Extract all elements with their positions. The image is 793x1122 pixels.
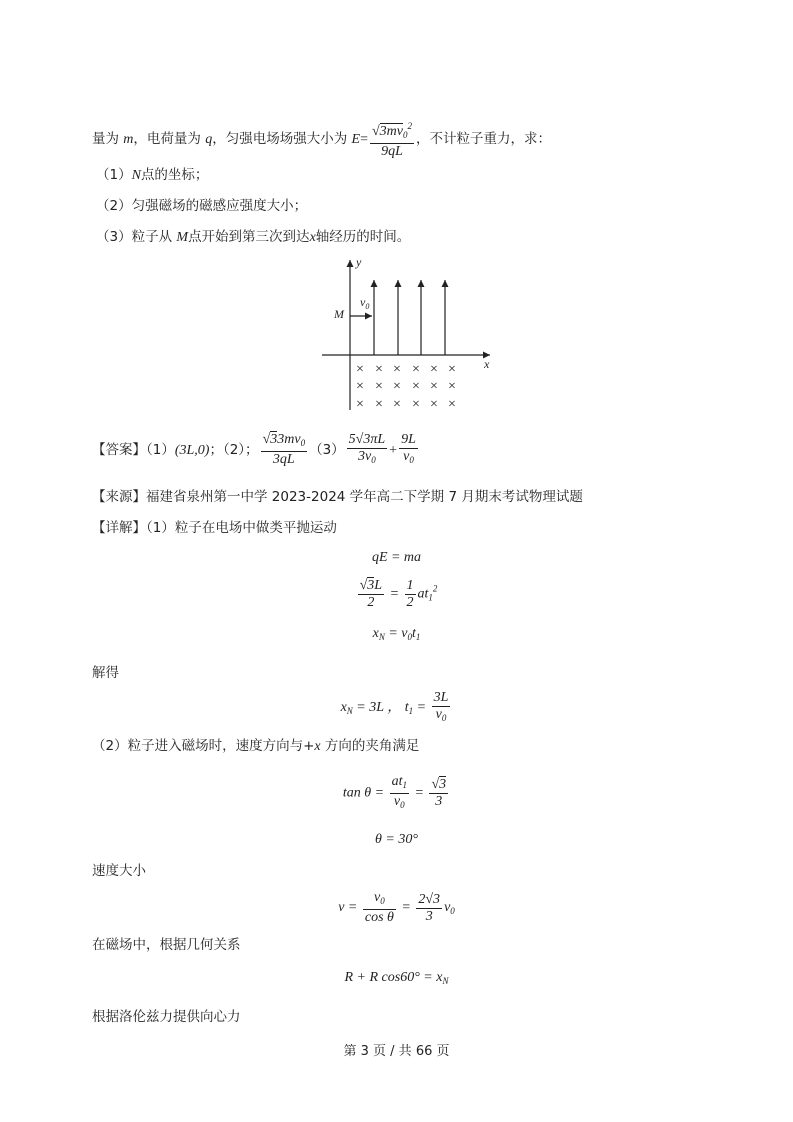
point-M-label: M: [334, 307, 344, 321]
cross-mark: ×: [393, 397, 401, 412]
var-m: m: [123, 132, 134, 147]
equation-4-numerator: 3L: [433, 690, 449, 705]
field-fraction: $\frac{√3mv_0^2}{9qL}$: [370, 118, 414, 160]
intro-line: [92, 118, 551, 160]
equation-2-right: at: [417, 586, 429, 602]
cross-mark: ×: [448, 397, 456, 412]
detail-text-2-rest: 方向的夹角满足: [320, 738, 420, 754]
answer-3-fraction-2: $\frac{9L}{v_0}$: [401, 432, 416, 465]
answer-2-fraction: $\frac{√33mv_0}{3qL}$: [262, 432, 306, 467]
speed-line: 速度大小: [92, 863, 146, 879]
equation-2: $\frac{√3L}{2}$ = $\frac{1}{2}$ $at_1^2$: [359, 578, 438, 610]
equation-7-fraction-1: $\frac{v_0}{\text{cos θ}}$: [364, 890, 394, 925]
question-2-lead: （2）: [96, 198, 132, 214]
equation-7-left: v =: [338, 900, 358, 916]
cross-mark: ×: [448, 379, 456, 394]
var-E: E: [351, 132, 361, 147]
question-1: [96, 166, 208, 185]
equation-2-left: $\frac{√3L}{2}$: [359, 578, 383, 610]
equation-5-denominator: v: [393, 794, 401, 809]
question-3: [96, 228, 410, 247]
intro-text-4: ，不计粒子重力，求：: [416, 131, 551, 147]
intro-text-2: ，电荷量为: [133, 131, 206, 147]
detail-text-1: （1）粒子在电场中做类平抛运动: [146, 520, 337, 536]
v0-label: $v_0$: [360, 295, 370, 311]
answer-3-numerator-2: 9L: [401, 432, 416, 447]
y-axis-label: y: [356, 255, 362, 269]
var-N: N: [131, 168, 141, 183]
answer-1-lead: （1）: [146, 442, 175, 458]
cross-mark: ×: [356, 397, 364, 412]
equals: =: [360, 132, 368, 147]
question-3-lead: （3）粒子从: [96, 229, 177, 245]
equation-7-numerator-2: 2√3: [418, 891, 441, 907]
cross-mark: ×: [393, 362, 401, 377]
question-2: [96, 197, 307, 215]
var-x: x: [309, 230, 316, 245]
equation-5-denominator-2: 3: [435, 794, 443, 809]
cross-mark: ×: [393, 379, 401, 394]
question-1-text: 点的坐标；: [140, 167, 209, 183]
cross-mark: ×: [375, 379, 383, 394]
field-numerator: 3mv: [379, 124, 403, 139]
plus-sign: +: [389, 443, 398, 458]
equation-7-numerator: v: [374, 890, 381, 905]
detail-text-2: （2）粒子进入磁场时，速度方向与+: [92, 738, 315, 754]
equation-4-mid: = 3L ， t: [356, 700, 409, 716]
equation-7-tail: v: [444, 900, 451, 916]
lorentz-line: 根据洛伦兹力提供向心力: [92, 1009, 241, 1025]
answer-3-denominator-1: 3v: [358, 449, 372, 464]
cross-mark: ×: [412, 362, 420, 377]
cross-mark: ×: [430, 397, 438, 412]
var-q: q: [205, 132, 213, 147]
equation-8: R + R $\cos 60^\circ = x_N$: [344, 970, 449, 986]
cross-mark: ×: [430, 379, 438, 394]
cross-mark: ×: [356, 362, 364, 377]
answer-2-lead: ；（2）；: [209, 442, 259, 458]
jiede-line: 解得: [92, 665, 119, 681]
answer-1-value: (3L,0): [174, 443, 210, 458]
equation-8-text: R + R cos60° = x: [344, 970, 443, 985]
equation-4-fraction: $\frac{3L}{v_0}$: [433, 690, 449, 723]
source-line: 【来源】福建省泉州第一中学 2023-2024 学年高二下学期 7 月期末考试物理试题: [92, 489, 583, 505]
detail-line-1: [92, 519, 337, 537]
equation-1: qE = ma: [371, 550, 422, 565]
answer-3-denominator-2: v: [403, 449, 410, 464]
equation-4-denominator: v: [435, 707, 442, 722]
question-1-lead: （1）: [96, 167, 132, 183]
answer-3-lead: （3）: [309, 442, 345, 458]
equation-5-numerator: at: [391, 774, 403, 789]
intro-text-1: 量为: [92, 131, 124, 147]
equation-5-left: tan θ =: [342, 785, 385, 801]
var-M: M: [176, 230, 189, 245]
question-2-text: 匀强磁场的磁感应强度大小；: [131, 198, 308, 214]
equation-2-half: $\frac{1}{2}$: [406, 578, 414, 610]
equation-4-left: x: [340, 700, 347, 716]
cross-mark: ×: [448, 362, 456, 377]
equation-7-denominator: cos θ: [364, 910, 394, 925]
equation-7-fraction-2: [416, 892, 442, 925]
equation-5-fraction-2: $\frac{√3}{3}$: [431, 777, 447, 809]
x-axis-label: x: [484, 357, 490, 371]
field-denominator: 9qL: [381, 144, 403, 159]
cross-mark: ×: [375, 397, 383, 412]
cross-mark: ×: [412, 397, 420, 412]
question-3-text: 点开始到第三次到达: [188, 229, 310, 245]
equation-6: θ = 30°: [375, 832, 418, 847]
equation-5-fraction-1: $\frac{at_1}{v_0}$: [391, 774, 407, 810]
equation-3: $x_N = v_0t_1$: [372, 626, 421, 642]
detail-line-2: [92, 737, 419, 756]
equation-5: tan θ = $\frac{at_1}{v_0}$ = $\frac{√3}{3}$: [0, 774, 793, 813]
cross-mark: ×: [412, 379, 420, 394]
question-3-text-2: 轴经历的时间。: [315, 229, 411, 245]
answer-2-denominator: 3qL: [272, 452, 295, 467]
equation-7: v = $\frac{v_0}{\text{cos θ}}$ = $\frac{2√3}{3}$ $v_0$: [338, 890, 455, 925]
equation-7-denominator-2: 3: [425, 908, 433, 924]
answer-2-numerator: 3mv: [277, 432, 301, 447]
geometry-line: 在磁场中，根据几何关系: [92, 937, 241, 953]
answer-line: [92, 432, 420, 468]
cross-mark: ×: [375, 362, 383, 377]
equation-5-numerator-2: 3: [439, 777, 447, 792]
equation-3-left: x: [372, 626, 379, 641]
page-footer: 第 3 页 / 共 66 页: [343, 1044, 450, 1059]
answer-tag: 【答案】: [92, 442, 146, 458]
cross-mark: ×: [430, 362, 438, 377]
var-x-2: x: [314, 739, 321, 754]
intro-text-3: ，匀强电场场强大小为: [212, 131, 352, 147]
field-diagram: [318, 252, 496, 412]
answer-3-numerator-1: 5√3πL: [348, 432, 386, 447]
answer-3-fraction-1: $\frac{5√3\pi L}{3v_0}$: [348, 432, 386, 465]
equation-4: $x_N = 3L$ ， $t_1$ = $\frac{3L}{v_0}$: [0, 690, 793, 726]
magnetic-field-crosses: [356, 362, 456, 412]
detail-tag: 【详解】: [92, 520, 146, 536]
cross-mark: ×: [356, 379, 364, 394]
